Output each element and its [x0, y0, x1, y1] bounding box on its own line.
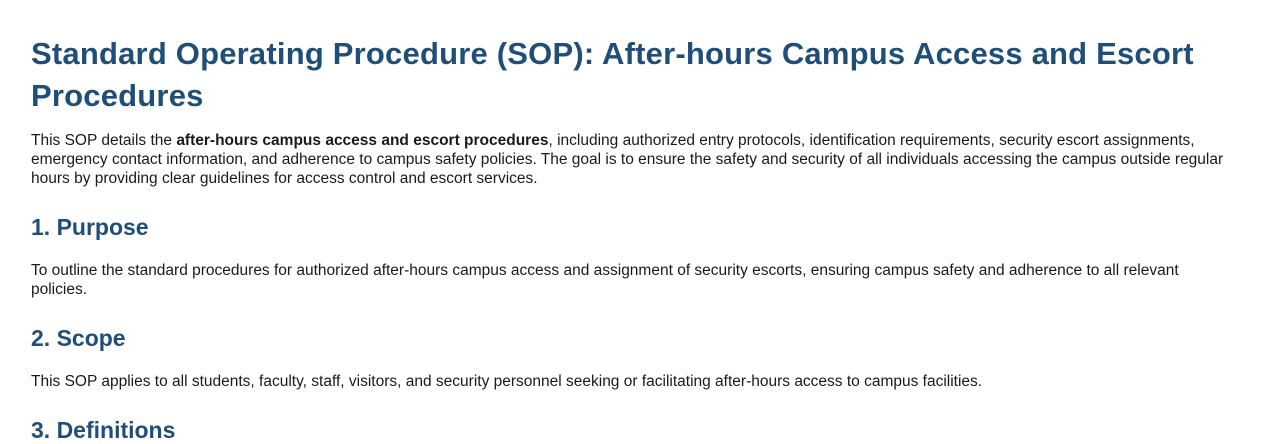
scope-paragraph: This SOP applies to all students, faculty, staff, visitors, and security personnel seeking or facilitating after-hours access to campus facilities.	[31, 373, 983, 390]
section-heading-scope: 2. Scope	[31, 325, 126, 351]
intro-bold-phrase: after-hours campus access and escort procedures	[176, 132, 549, 149]
purpose-paragraph: To outline the standard procedures for authorized after-hours campus access and assignment of security escorts, ensuring campus safety and adherence to all relevant policies.	[31, 262, 1179, 298]
section-heading-definitions: 3. Definitions	[31, 417, 176, 443]
intro-text-before: This SOP details the	[31, 132, 177, 149]
section-heading-purpose: 1. Purpose	[31, 214, 149, 240]
document-title: Standard Operating Procedure (SOP): After-hours Campus Access and Escort Procedures	[31, 36, 1194, 113]
intro-paragraph	[31, 131, 1232, 188]
intro-text-after: , including authorized entry protocols, identification requirements, security escort assignments, emergency contact information, and adherence to campus safety policies. The goal is to ensure the safety and security of all individuals accessing the campus outside regular hours by providing clear guidelines for access control and escort services.	[31, 132, 1224, 187]
